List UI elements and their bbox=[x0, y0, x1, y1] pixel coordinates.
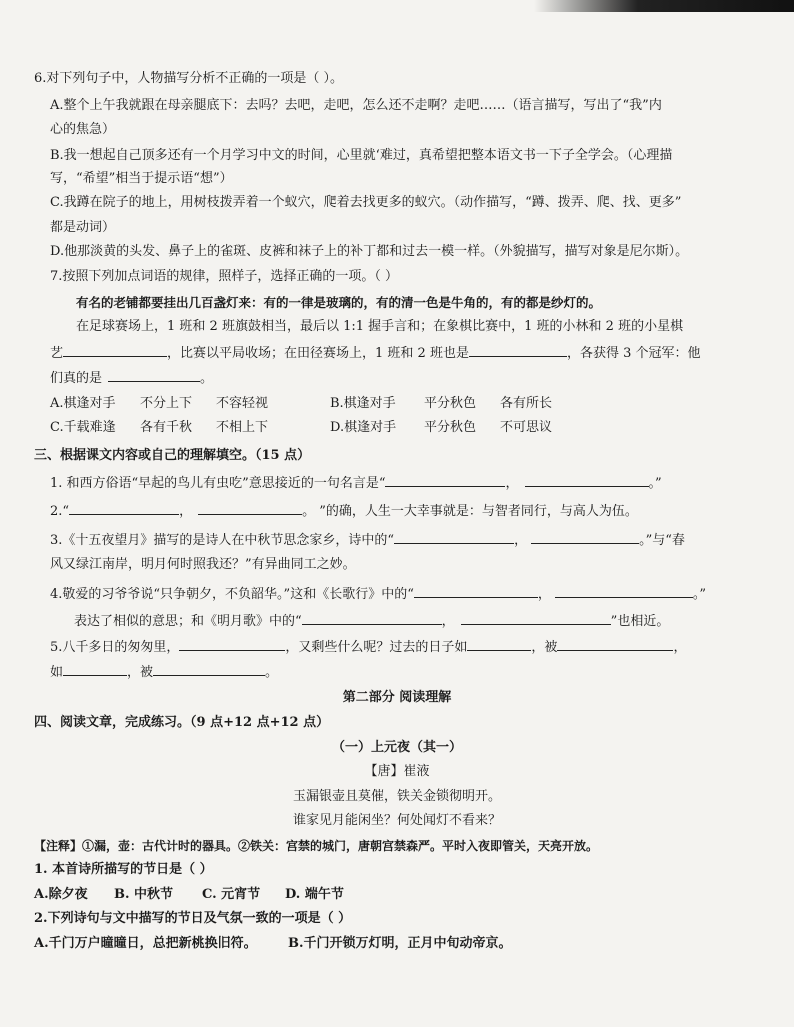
q6-option-a-line2: 心的焦急） bbox=[50, 122, 116, 137]
q7-option-d-3: 不可思议 bbox=[500, 420, 553, 435]
q7-blank-2[interactable] bbox=[469, 343, 567, 357]
section-3-title: 三、根据课文内容或自己的理解填空。（15 点） bbox=[34, 448, 311, 463]
q7-option-c-2: 各有千秋 bbox=[140, 420, 193, 435]
q7-para-line2: 艺 ，比赛以平局收场；在田径赛场上，1 班和 2 班也是 ，各获得 3 个冠军：他 bbox=[50, 343, 701, 363]
q7-para-line3: 们真的是 。 bbox=[50, 368, 213, 388]
reading-q1-option-d[interactable]: D. 端午节 bbox=[285, 887, 344, 902]
sec3-q4-line1: 4.敬爱的习爷爷说“只争朝夕，不负韶华。”这和《长歌行》中的“ ， 。” bbox=[50, 584, 706, 604]
section-4-title: 四、阅读文章，完成练习。（9 点+12 点+12 点） bbox=[34, 715, 330, 730]
q6-stem: 6.对下列句子中，人物描写分析不正确的一项是（ ）。 bbox=[34, 71, 344, 86]
q6-option-d: D.他那淡黄的头发、鼻子上的雀斑、皮裤和袜子上的补丁都和过去一模一样。（外貌描写，描写对象是尼尔斯）。 bbox=[50, 244, 689, 259]
q7-stem: 7.按照下列加点词语的规律，照样子，选择正确的一项。（ ） bbox=[50, 269, 399, 284]
q6-option-b-line2: 写，“希望”相当于提示语“想”） bbox=[50, 171, 233, 186]
sec3-q1-blank-1[interactable] bbox=[385, 473, 505, 487]
scan-shadow bbox=[534, 0, 794, 12]
q7-option-d-2: 平分秋色 bbox=[424, 420, 477, 435]
sec3-q5-blank-5[interactable] bbox=[153, 662, 265, 676]
reading-q1-option-a[interactable]: A.除夕夜 bbox=[34, 887, 88, 902]
sec3-q1-blank-2[interactable] bbox=[525, 473, 649, 487]
sec3-q3-line2: 风又绿江南岸，明月何时照我还？”有异曲同工之妙。 bbox=[50, 557, 356, 572]
reading-q2-option-b[interactable]: B.千门开锁万灯明，正月中旬动帝京。 bbox=[288, 936, 512, 951]
q7-option-b-2: 平分秋色 bbox=[424, 396, 477, 411]
sec3-q5-blank-4[interactable] bbox=[63, 662, 127, 676]
poem-author: 【唐】崔液 bbox=[364, 764, 430, 779]
sec3-q4-blank-2[interactable] bbox=[555, 584, 693, 598]
sec3-q5-line1: 5.八千多日的匆匆里， ，又剩些什么呢？过去的日子如 ，被 ， bbox=[50, 637, 686, 657]
part2-title: 第二部分 阅读理解 bbox=[342, 690, 452, 705]
sec3-q3-blank-2[interactable] bbox=[531, 530, 639, 544]
sec3-q4-blank-1[interactable] bbox=[414, 584, 538, 598]
sec3-q3-blank-1[interactable] bbox=[394, 530, 514, 544]
sec3-q4-blank-3[interactable] bbox=[302, 611, 442, 625]
q7-option-d-1[interactable]: D.棋逢对手 bbox=[330, 420, 397, 435]
q7-option-c-3: 不相上下 bbox=[216, 420, 269, 435]
q7-option-a-3: 不容轻视 bbox=[216, 396, 269, 411]
sec3-q2-blank-1[interactable] bbox=[69, 501, 179, 515]
sec3-q5-line2: 如 ，被 。 bbox=[50, 662, 278, 682]
q7-blank-1[interactable] bbox=[63, 343, 167, 357]
sec3-q2: 2.“ ， 。 ”的确，人生一大幸事就是：与智者同行，与高人为伍。 bbox=[50, 501, 638, 521]
sec3-q5-blank-1[interactable] bbox=[179, 637, 285, 651]
q6-option-c-line1: C.我蹲在院子的地上，用树枝拨弄着一个蚁穴，爬着去找更多的蚁穴。（动作描写，“蹲、拨弄、爬、找、更多” bbox=[50, 195, 682, 210]
q7-option-a-1[interactable]: A.棋逢对手 bbox=[50, 396, 116, 411]
q7-option-a-2: 不分上下 bbox=[140, 396, 193, 411]
q6-option-c-line2: 都是动词） bbox=[50, 220, 116, 235]
poem-line-2: 谁家见月能闲坐？何处闻灯不看来？ bbox=[292, 813, 501, 828]
q6-option-b-line1: B.我一想起自己顶多还有一个月学习中文的时间，心里就‘难过，真希望把整本语文书一下子全学会。（心理描 bbox=[50, 148, 673, 163]
poem-title: （一）上元夜（其一） bbox=[331, 740, 462, 755]
reading-q2-option-a[interactable]: A.千门万户曈曈日，总把新桃换旧符。 bbox=[34, 936, 257, 951]
reading-q1-stem: 1. 本首诗所描写的节日是（ ） bbox=[34, 862, 213, 877]
q7-para-line1: 在足球赛场上，1 班和 2 班旗鼓相当，最后以 1:1 握手言和；在象棋比赛中，1 班的小林和 2 班的小星棋 bbox=[76, 319, 684, 334]
q6-option-a-line1: A.整个上午我就跟在母亲腿底下：去吗？去吧，走吧，怎么还不走啊？走吧……（语言描写，写出了“我”内 bbox=[50, 98, 662, 113]
sec3-q4-blank-4[interactable] bbox=[461, 611, 611, 625]
reading-q2-stem: 2.下列诗句与文中描写的节日及气氛一致的一项是（ ） bbox=[34, 911, 352, 926]
reading-q1-option-c[interactable]: C. 元宵节 bbox=[202, 887, 261, 902]
sec3-q4-line2: 表达了相似的意思；和《明月歌》中的“ ， ”也相近。 bbox=[74, 611, 669, 631]
sec3-q5-blank-2[interactable] bbox=[467, 637, 531, 651]
sec3-q3-line1: 3.《十五夜望月》描写的是诗人在中秋节思念家乡，诗中的“ ， 。”与“春 bbox=[50, 530, 685, 550]
sec3-q2-blank-2[interactable] bbox=[198, 501, 302, 515]
q7-option-c-1[interactable]: C.千载难逢 bbox=[50, 420, 116, 435]
q7-option-b-3: 各有所长 bbox=[500, 396, 553, 411]
reading-q1-option-b[interactable]: B. 中秋节 bbox=[114, 887, 174, 902]
sec3-q1: 1. 和西方俗语“早起的鸟儿有虫吃”意思接近的一句名言是“ ， 。” bbox=[50, 473, 662, 493]
q7-example: 有名的老铺都要挂出几百盏灯来：有的一律是玻璃的，有的清一色是牛角的，有的都是纱灯的。 bbox=[76, 295, 602, 310]
poem-note: 【注释】①漏，壶：古代计时的器具。②铁关：宫禁的城门，唐朝宫禁森严。平时入夜即管关，天亮开放。 bbox=[34, 839, 599, 853]
q7-option-b-1[interactable]: B.棋逢对手 bbox=[330, 396, 396, 411]
sec3-q5-blank-3[interactable] bbox=[557, 637, 673, 651]
poem-line-1: 玉漏银壶且莫催，铁关金锁彻明开。 bbox=[292, 789, 501, 804]
q7-blank-3[interactable] bbox=[108, 368, 200, 382]
